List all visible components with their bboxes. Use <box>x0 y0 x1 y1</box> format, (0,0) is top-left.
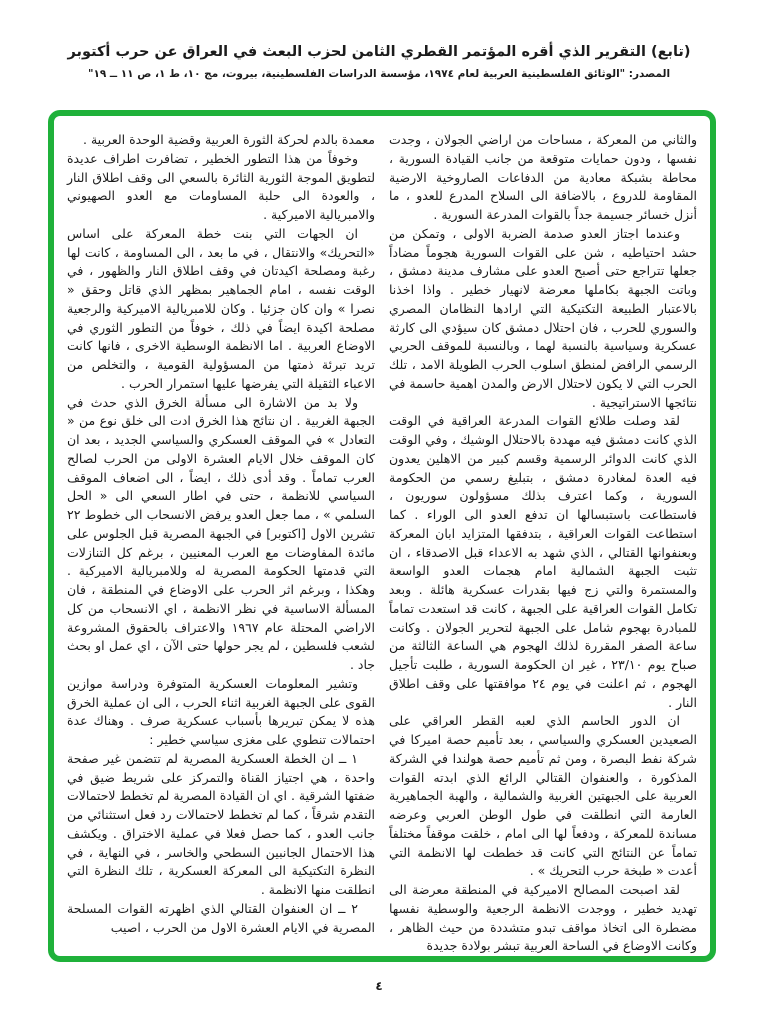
text-columns <box>54 116 710 962</box>
paragraph: ان الجهات التي بنت خطة المعركة على اساس «التحريك» والانتقال ، في ما بعد ، الى المساومة ، كانت لها رغبة ومصلحة اكيدتان في وقف اطلاق النار والظهور ، في الوقت نفسه ، امام الجماهير بمظهر الذي قاتل وحقق « نصرا » وان كان جزئيا . وكان للامبريالية الاميركية والرجعية مصلحة اكيدة ايضاً في ذلك ، خوفاً من التطور الثوري في الاوضاع العربية . اما الانظمة الوسطية الاخرى ، فانها كانت تريد تبرئة ذمتها من المسؤولية القومية ، والتخلص من الاعباء الثقيلة التي يفرضها عليها استمرار الحرب . <box>67 225 375 391</box>
paragraph: ٢ ــ ان العنفوان القتالي الذي اظهرته القوات المسلحة المصرية في الايام العشرة الاول من الحرب ، اصيب <box>67 900 375 935</box>
paragraph: ان الدور الحاسم الذي لعبه القطر العراقي على الصعيدين العسكري والسياسي ، بعد تأميم حصة اميركا في شركة نفط البصرة ، ومن ثم تأميم حصة هولندا في الشركة المذكورة ، والعنفوان القتالي الرائع الذي ابدته القوات العربية على الجبهتين الغربية والشمالية ، والهبة الجماهيرية العارمة التي انطلقت في طول الوطن العربي وعرضه مساندة للمعركة ، ودفعاً لها الى امام ، خلقت موقفاً مختلفاً تماماً عن النتائج التي كانت قد خططت لها الانظمة التي أعدت « طبخة حرب التحريك » . <box>389 713 697 879</box>
paragraph: وتشير المعلومات العسكرية المتوفرة ودراسة موازين القوى على الجبهة الغربية اثناء الحرب ، الى ان عملية الخرق هذه لا يمكن تبريرها بأسباب عسكرية صرف . وهناك عدة احتمالات تنطوي على مغزى سياسي خطير : <box>67 675 375 747</box>
paragraph: وعندما اجتاز العدو صدمة الضربة الاولى ، وتمكن من حشد احتياطيه ، شن على القوات السورية هجوماً مضاداً جعلها تتراجع حتى أصبح العدو على مشارف مدينة دمشق ، وباتت الجبهة بكاملها معرضة لانهيار خطير . واذا اخذنا بالاعتبار الطبيعة التكتيكية التي ارادها النظامان المصري والسوري للحرب ، فان احتلال دمشق كان سيؤدي الى كارثة عسكرية وسياسية بالنسبة لهما ، وبالنسبة للموقف الحربي الرسمي الرافض لمنطق اسلوب الحرب الطويلة الامد ، تلك الحرب التي لا يكون لاحتلال الارض والمدن اهمية حاسمة في نتائجها الاستراتيجية . <box>389 225 697 410</box>
document-header <box>0 0 758 80</box>
source-line: المصدر: "الوثائق الفلسطينية العربية لعام ١٩٧٤، مؤسسة الدراسات الفلسطينية، بيروت، مج ١٠، ط ١، ص ١١ ــ ١٩" <box>87 68 671 80</box>
paragraph: وخوفاً من هذا التطور الخطير ، تضافرت اطراف عديدة لتطويق الموجة الثورية الثائرة بالسعي الى وقف اطلاق النار ، والعودة الى حلبة المساومات مع العدو الصهيوني والامبريالية الاميركية . <box>67 150 375 222</box>
paragraph: ١ ــ ان الخطة العسكرية المصرية لم تتضمن غير صفحة واحدة ، هي اجتياز القناة والتمركز على شريط ضيق في ضفتها الشرقية . اي ان القيادة المصرية لم تخطط لاحتمالات التقدم شرقاً ، كما لم تخطط لاحتمالات رد فعل استثنائي من جانب العدو ، كما حصل فعلا في عملية الاختراق . ويكشف هذا الاحتمال الجانبين السطحي والخاسر ، في النهاية ، في النظرة التكتيكية الى المعركة العسكرية ، تلك النظرة التي انطلقت منها الانظمة . <box>67 750 375 897</box>
document-frame <box>48 110 716 962</box>
column-right <box>389 131 697 956</box>
paragraph: والثاني من المعركة ، مساحات من اراضي الجولان ، وجدت نفسها ، ودون حمايات متوقعة من جانب القيادة السورية ، محاطة بشبكة معادية من الدفاعات الصاروخية الارضية المقاومة للدروع ، بالاضافة الى السلاح المدرع للعدو ، ما أنزل خسائر جسيمة جداً بالقوات المدرعة السورية . <box>389 132 697 222</box>
page-number: ٤ <box>375 979 383 993</box>
paragraph: ولا بد من الاشارة الى مسألة الخرق الذي حدث في الجبهة الغربية . ان نتائج هذا الخرق ادت الى خلق نوع من « التعادل » في الموقف العسكري والسياسي الجديد ، بعد ان كان الموقف خلال الايام العشرة الاولى من الحرب لصالح العرب تماماً . وقد أدى ذلك ، ايضاً ، الى اضعاف الموقف السياسي للانظمة ، حتى في اطار السعي الى « الحل السلمي » ، مما جعل العدو يرفض الانسحاب الى خطوط ٢٢ تشرين الاول [اكتوبر] في الجبهة المصرية قبل الجلوس على مائدة المفاوضات مع العرب المعنيين ، برغم كل التنازلات التي قدمتها الحكومة المصرية له وللامبريالية الاميركية . وهكذا ، وبرغم اثر الحرب على الاوضاع في المنطقة ، فان المسألة الاساسية في نظر الانظمة ، اي الانسحاب من كل الاراضي المحتلة عام ١٩٦٧ والاعتراف بالحقوق المشروعة لشعب فلسطين ، لم يجر حولها حتى الآن ، اي عمل او بحث جاد . <box>67 394 376 672</box>
paragraph: معمدة بالدم لحركة الثورة العربية وقضية الوحدة العربية . <box>83 132 375 147</box>
page-title: (تابع) التقرير الذي أقره المؤتمر القطري الثامن لحزب البعث في العراق عن حرب أكتوبر <box>67 44 691 60</box>
paragraph: لقد اصبحت المصالح الاميركية في المنطقة معرضة الى تهديد خطير ، ووجدت الانظمة الرجعية والوسطية نفسها مضطرة الى اتخاذ مواقف تبدو متشددة من حيث الظاهر ، وكانت الاوضاع في الساحة العربية تبشر بولادة جديدة <box>389 882 697 954</box>
paragraph: لقد وصلت طلائع القوات المدرعة العراقية في الوقت الذي كانت دمشق فيه مهددة بالاحتلال الوشيك ، وفي الوقت الذي كانت الدوائر الرسمية وقسم كبير من الاهلين يعدون فيه العدة لمغادرة دمشق ، بتبليغ رسمي من الحكومة السورية ، وكما اعترف بذلك مسؤولون سوريون ، فاستطاعت باستبسالها ان تدفع العدو الى الوراء . كما استطاعت القوات العراقية ، بتدفقها المتزايد ابان المعركة وبعنفوانها القتالي ، الذي شهد به الاعداء قبل الاصدقاء ، ان تثبت الجبهة الشمالية امام هجمات العدو الواسعة والمستمرة والتي زج فيها بقدرات عسكرية هائلة . وبعد تكامل القوات العراقية على الجبهة ، كانت قد استعدت تماماً للمبادرة بهجوم شامل على الجبهة لتحرير الجولان . وكانت ساعة الصفر المقررة لذلك الهجوم هي الساعة الثالثة من صباح يوم ٢٣/١٠ ، غير ان الحكومة السورية ، طلبت تأجيل الهجوم ، ثم اعلنت في يوم ٢٤ موافقتها على وقف اطلاق النار . <box>389 413 697 710</box>
column-left <box>67 131 375 956</box>
